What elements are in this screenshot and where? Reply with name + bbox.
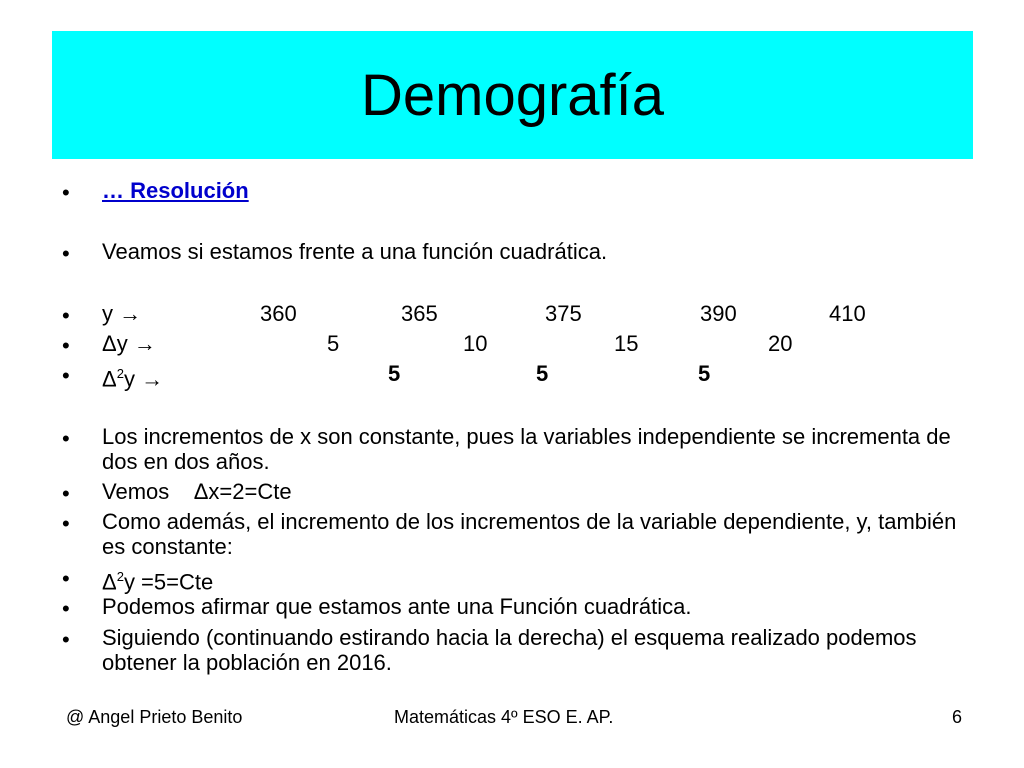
bullet-dot: • [62,596,70,621]
footer-course: Matemáticas 4º ESO E. AP. [394,707,614,727]
row-y-value: 390 [700,301,737,326]
row-y-value: 410 [829,301,866,326]
row-d2y-label: $\Delta^2y$ → [102,366,164,392]
bullet-dot: • [62,303,70,328]
explanation-text: Podemos afirmar que estamos ante una Función cuadrática. [102,594,692,619]
row-dy-value: 20 [768,331,793,356]
row-d2y-value: 5 [536,361,549,386]
bullet-dot: • [62,333,70,358]
bullet-dot: • [62,511,70,536]
row-dy-value: 10 [463,331,488,356]
row-dy-label: Δy → [102,331,156,356]
d2y-statement: $\Delta^2y =5=Cte$ [102,569,214,595]
bullet-dot: • [62,363,70,388]
explanation-text: Como además, el incremento de los incrementos de la variable dependiente, y, también es constante: [102,509,957,559]
arrow-icon: → [133,331,156,356]
explanation-text: Los incrementos de x son constante, pues la variables independiente se incrementa de dos en dos años. [102,424,951,474]
arrow-icon: → [119,301,142,326]
title-bar [52,31,973,159]
bullet-dot: • [62,426,70,451]
bullet-dot: • [62,241,70,266]
row-y-value: 375 [545,301,582,326]
bullet-dot: • [62,566,70,591]
row-dy-value: 5 [327,331,340,356]
arrow-icon: → [141,366,164,392]
intro-text: Veamos si estamos frente a una función cuadrática. [102,239,608,264]
row-y-value: 360 [260,301,297,326]
resolution-link-text[interactable]: … Resolución [102,178,249,203]
explanation-text: Vemos Δx=2=Cte [102,479,292,504]
explanation-text: Siguiendo (continuando estirando hacia la derecha) el esquema realizado podemos obtener la población en 2016. [102,625,917,675]
footer-page-number: 6 [952,707,963,727]
bullet-dot: • [62,627,70,652]
row-y-label: y → [102,301,142,326]
bullet-dot: • [62,180,70,205]
row-d2y-value: 5 [388,361,401,386]
row-y-value: 365 [401,301,438,326]
row-dy-value: 15 [614,331,639,356]
footer-author: @ Angel Prieto Benito [66,707,243,727]
page-title: Demografía [360,62,665,128]
row-d2y-value: 5 [698,361,711,386]
bullet-dot: • [62,481,70,506]
resolution-link[interactable] [102,178,249,203]
